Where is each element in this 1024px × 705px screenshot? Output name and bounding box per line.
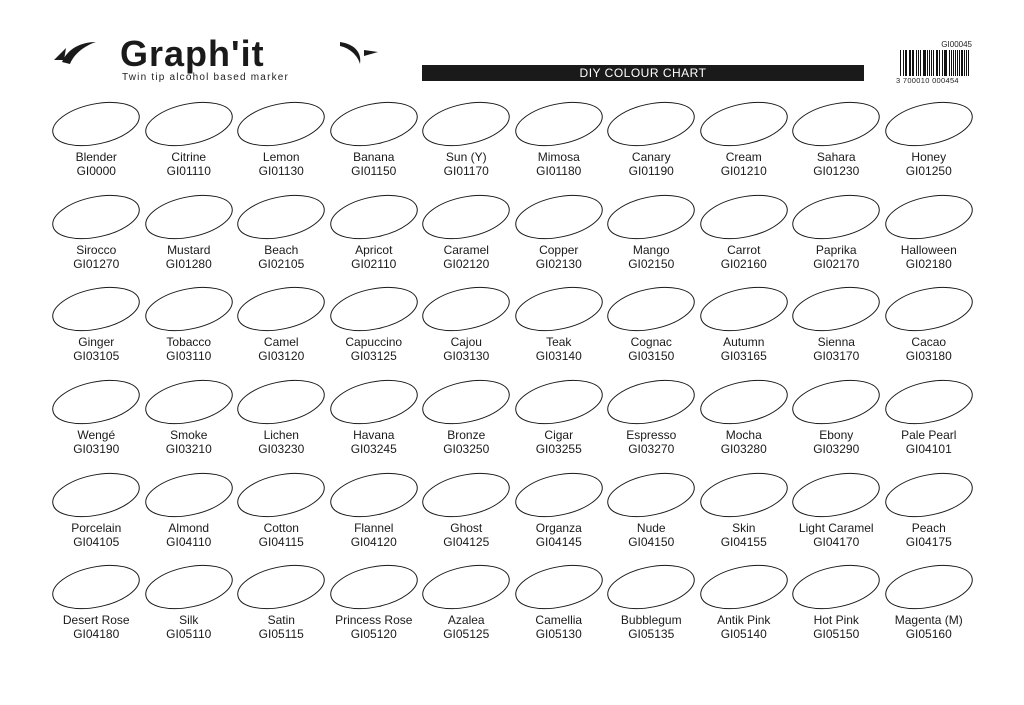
swatch-name: Mimosa [537, 150, 580, 164]
swatch-oval[interactable] [883, 192, 975, 242]
barcode-bar [900, 50, 901, 76]
swatch-code: GI01110 [166, 164, 211, 178]
swatch-oval[interactable] [235, 377, 327, 427]
swatch-name: Smoke [170, 428, 208, 443]
swatch-oval[interactable] [235, 192, 327, 242]
swatch-name: Skin [732, 520, 756, 535]
swatch-oval[interactable] [698, 99, 790, 149]
swatch-name: Sun (Y) [445, 150, 487, 164]
swatch-code: GI05120 [350, 627, 397, 642]
swatch-oval[interactable] [420, 377, 512, 427]
swatch-name: Almond [168, 520, 210, 535]
barcode-bar [944, 50, 945, 76]
swatch-code: GI04175 [905, 534, 952, 549]
swatch-code: GI04110 [166, 534, 212, 549]
chart-title-bar: DIY COLOUR CHART [422, 65, 864, 81]
swatch-oval[interactable] [698, 562, 790, 612]
swatch-cell [883, 374, 976, 467]
swatch-cell [420, 189, 513, 282]
swatch-oval[interactable] [143, 99, 235, 149]
barcode-bar [920, 50, 921, 76]
barcode-bar [918, 50, 919, 76]
swatch-code: GI04105 [73, 534, 120, 549]
barcode-bar [909, 50, 911, 76]
swatch-oval[interactable] [883, 284, 975, 334]
swatch-code: GI05140 [720, 627, 767, 642]
swatch-oval[interactable] [513, 99, 605, 149]
swatch-oval[interactable] [143, 377, 235, 427]
swatch-cell [328, 374, 421, 467]
swatch-cell [605, 189, 698, 282]
barcode-bar [968, 50, 969, 76]
swatch-cell [50, 189, 143, 282]
swatch-oval[interactable] [790, 470, 882, 520]
swatch-code: GI02150 [628, 256, 675, 271]
swatch-cell [883, 467, 976, 560]
swatch-oval[interactable] [143, 284, 235, 334]
swatch-code: GI03120 [258, 349, 305, 364]
swatch-cell [143, 281, 236, 374]
swatch-name: Peach [911, 520, 946, 535]
swatch-name: Flannel [354, 520, 394, 535]
barcode-bar [955, 50, 956, 76]
swatch-cell [790, 559, 883, 652]
swatch-name: Satin [267, 613, 295, 628]
swatch-cell [328, 467, 421, 560]
barcode-bar [949, 50, 950, 76]
swatch-name: Wengé [77, 428, 116, 443]
swatch-name: Banana [353, 150, 395, 164]
swatch-oval[interactable] [420, 284, 512, 334]
swatch-code: GI01180 [536, 164, 582, 178]
swatch-code: GI05150 [813, 627, 860, 642]
swatch-cell [790, 467, 883, 560]
swatch-name: Citrine [171, 150, 207, 164]
barcode-bar [923, 50, 924, 76]
brush-stroke-right-icon [338, 40, 386, 66]
swatch-cell [698, 467, 791, 560]
swatch-name: Copper [539, 242, 579, 257]
swatch-cell [143, 374, 236, 467]
swatch-code: GI03255 [535, 442, 582, 457]
swatch-name: Pale Pearl [901, 428, 957, 443]
barcode-bar [905, 50, 906, 76]
swatch-name: Princess Rose [335, 613, 413, 628]
swatch-oval[interactable] [50, 377, 142, 427]
swatch-code: GI05135 [628, 627, 675, 642]
swatch-name: Cajou [450, 335, 482, 350]
swatch-code: GI02170 [813, 256, 860, 271]
barcode-bar [916, 50, 917, 76]
barcode-bar [945, 50, 947, 76]
swatch-code: GI04115 [258, 534, 304, 549]
swatch-oval[interactable] [513, 377, 605, 427]
swatch-name: Cigar [544, 428, 574, 443]
barcode-bar [931, 50, 932, 76]
header [0, 0, 1024, 95]
swatch-name: Bubblegum [620, 613, 682, 628]
swatch-cell [328, 559, 421, 652]
swatch-cell [513, 281, 606, 374]
barcode-bar [906, 50, 907, 76]
barcode-bar [957, 50, 958, 76]
swatch-oval[interactable] [790, 377, 882, 427]
swatch-code: GI01150 [351, 164, 397, 178]
swatch-oval[interactable] [50, 99, 142, 149]
swatch-cell [698, 374, 791, 467]
swatch-code: GI01190 [628, 164, 674, 178]
swatch-oval[interactable] [513, 284, 605, 334]
swatch-name: Camellia [535, 613, 583, 628]
swatch-oval[interactable] [698, 470, 790, 520]
barcode-bar [936, 50, 937, 76]
swatch-oval[interactable] [50, 470, 142, 520]
swatch-oval[interactable] [790, 99, 882, 149]
swatch-code: GI05125 [443, 627, 490, 642]
swatch-code: GI01210 [720, 164, 767, 178]
swatch-oval[interactable] [50, 284, 142, 334]
swatch-cell [605, 281, 698, 374]
swatch-name: Carrot [727, 242, 761, 257]
swatch-oval[interactable] [143, 470, 235, 520]
swatch-code: GI04120 [350, 534, 397, 549]
swatch-oval[interactable] [513, 470, 605, 520]
swatch-oval[interactable] [790, 562, 882, 612]
swatch-oval[interactable] [328, 377, 420, 427]
swatch-cell [420, 559, 513, 652]
swatch-name: Caramel [443, 242, 489, 257]
swatch-oval[interactable] [605, 284, 697, 334]
swatch-oval[interactable] [790, 284, 882, 334]
swatch-name: Canary [631, 150, 671, 164]
swatch-code: GI03140 [535, 349, 582, 364]
barcode-bar [966, 50, 967, 76]
swatch-code: GI03290 [813, 442, 860, 457]
swatch-cell [50, 281, 143, 374]
swatch-cell [605, 374, 698, 467]
swatch-cell [235, 189, 328, 282]
barcode-number: 3 700010 000454 [896, 76, 959, 85]
swatch-oval[interactable] [605, 562, 697, 612]
swatch-cell [235, 467, 328, 560]
swatch-cell [143, 467, 236, 560]
swatch-code: GI03165 [720, 349, 767, 364]
barcode-bar [933, 50, 934, 76]
swatch-cell [698, 96, 791, 189]
tagline: Twin tip alcohol based marker [122, 72, 290, 83]
swatch-cell [513, 374, 606, 467]
swatch-name: Sahara [816, 150, 856, 164]
swatch-name: Mustard [167, 242, 211, 257]
swatch-oval[interactable] [605, 192, 697, 242]
swatch-oval[interactable] [143, 192, 235, 242]
swatch-oval[interactable] [605, 377, 697, 427]
swatch-oval[interactable] [235, 284, 327, 334]
swatch-name: Magenta (M) [894, 613, 963, 628]
swatch-oval[interactable] [328, 562, 420, 612]
swatch-oval[interactable] [143, 562, 235, 612]
brush-stroke-left-icon [52, 38, 98, 68]
swatch-name: Cotton [263, 520, 299, 535]
swatch-code: GI02105 [258, 256, 305, 271]
swatch-code: GI01230 [813, 164, 860, 178]
swatch-cell [883, 96, 976, 189]
swatch-cell [420, 374, 513, 467]
swatch-oval[interactable] [328, 284, 420, 334]
swatch-name: Mango [632, 242, 670, 257]
swatch-code: GI01270 [73, 256, 120, 271]
swatch-oval[interactable] [420, 99, 512, 149]
swatch-cell [420, 467, 513, 560]
swatch-oval[interactable] [50, 562, 142, 612]
barcode-bar [924, 50, 926, 76]
barcode-bar [937, 50, 938, 76]
barcode-bars [900, 50, 970, 76]
swatch-oval[interactable] [698, 192, 790, 242]
swatch-name: Sirocco [76, 242, 117, 257]
swatch-oval[interactable] [513, 192, 605, 242]
swatch-cell [790, 374, 883, 467]
swatch-code: GI01280 [165, 256, 212, 271]
swatch-oval[interactable] [420, 470, 512, 520]
swatch-name: Havana [353, 428, 395, 443]
swatch-code: GI03230 [258, 442, 305, 457]
swatch-cell [420, 96, 513, 189]
barcode-bar [903, 50, 904, 76]
swatch-cell [235, 96, 328, 189]
swatch-cell [883, 189, 976, 282]
barcode [896, 40, 976, 88]
swatch-cell [790, 281, 883, 374]
swatch-cell [698, 189, 791, 282]
swatch-name: Lichen [263, 428, 299, 443]
brand-name: Graph'it [120, 33, 265, 74]
colour-swatch-grid [50, 96, 980, 652]
swatch-oval[interactable] [605, 470, 697, 520]
swatch-cell [50, 559, 143, 652]
barcode-bar [939, 50, 940, 76]
swatch-name: Lemon [262, 150, 300, 164]
swatch-name: Mocha [725, 428, 762, 443]
swatch-code: GI04101 [905, 442, 952, 457]
swatch-cell [605, 96, 698, 189]
swatch-oval[interactable] [513, 562, 605, 612]
swatch-oval[interactable] [420, 562, 512, 612]
swatch-cell [235, 281, 328, 374]
barcode-bar [929, 50, 930, 76]
swatch-code: GI02160 [720, 256, 767, 271]
swatch-code: GI03190 [73, 442, 120, 457]
swatch-cell [143, 96, 236, 189]
swatch-cell [513, 467, 606, 560]
swatch-name: Camel [263, 335, 299, 350]
swatch-oval[interactable] [698, 377, 790, 427]
swatch-name: Ginger [78, 335, 115, 350]
barcode-bar [964, 50, 965, 76]
barcode-bar [959, 50, 960, 76]
swatch-cell [328, 281, 421, 374]
swatch-cell [883, 559, 976, 652]
swatch-cell [328, 189, 421, 282]
swatch-oval[interactable] [328, 470, 420, 520]
swatch-code: GI03250 [443, 442, 490, 457]
swatch-code: GI05115 [258, 627, 304, 642]
barcode-bar [912, 50, 913, 76]
swatch-code: GI04180 [73, 627, 120, 642]
swatch-name: Porcelain [71, 520, 122, 535]
swatch-name: Paprika [815, 242, 857, 257]
swatch-name: Beach [264, 242, 299, 257]
swatch-name: Tobacco [166, 335, 212, 350]
swatch-code: GI03210 [165, 442, 212, 457]
swatch-cell [698, 559, 791, 652]
swatch-name: Halloween [900, 242, 957, 257]
swatch-name: Hot Pink [813, 613, 859, 628]
swatch-oval[interactable] [883, 562, 975, 612]
swatch-oval[interactable] [328, 192, 420, 242]
swatch-oval[interactable] [790, 192, 882, 242]
swatch-name: Autumn [723, 335, 765, 350]
swatch-oval[interactable] [883, 99, 975, 149]
swatch-code: GI03245 [350, 442, 397, 457]
swatch-code: GI0000 [76, 164, 116, 178]
swatch-code: GI03180 [905, 349, 952, 364]
swatch-code: GI03150 [628, 349, 675, 364]
swatch-oval[interactable] [235, 99, 327, 149]
swatch-code: GI01130 [258, 164, 304, 178]
swatch-name: Azalea [447, 613, 485, 628]
swatch-name: Cognac [630, 335, 672, 350]
swatch-name: Ghost [450, 520, 483, 535]
swatch-name: Blender [75, 150, 117, 164]
swatch-code: GI04145 [535, 534, 582, 549]
swatch-code: GI04150 [628, 534, 675, 549]
swatch-oval[interactable] [698, 284, 790, 334]
swatch-cell [235, 559, 328, 652]
swatch-cell [883, 281, 976, 374]
swatch-code: GI03170 [813, 349, 860, 364]
swatch-cell [143, 559, 236, 652]
swatch-cell [50, 96, 143, 189]
swatch-cell [790, 96, 883, 189]
swatch-code: GI03110 [166, 349, 212, 364]
swatch-name: Cacao [911, 335, 947, 350]
swatch-oval[interactable] [235, 470, 327, 520]
swatch-oval[interactable] [50, 192, 142, 242]
swatch-name: Silk [179, 613, 199, 628]
swatch-name: Light Caramel [798, 520, 874, 535]
swatch-code: GI03270 [628, 442, 675, 457]
swatch-code: GI05160 [905, 627, 952, 642]
swatch-cell [235, 374, 328, 467]
swatch-code: GI01170 [443, 164, 489, 178]
swatch-name: Antik Pink [717, 613, 771, 628]
swatch-cell [605, 467, 698, 560]
swatch-name: Ebony [819, 428, 854, 443]
swatch-code: GI04155 [720, 534, 767, 549]
swatch-cell [328, 96, 421, 189]
swatch-name: Capuccino [345, 335, 403, 350]
swatch-name: Desert Rose [62, 613, 130, 628]
barcode-bar [927, 50, 928, 76]
swatch-name: Bronze [447, 428, 486, 443]
swatch-code: GI01250 [905, 164, 952, 178]
swatch-cell [50, 374, 143, 467]
swatch-name: Sienna [817, 335, 855, 350]
swatch-code: GI02110 [351, 256, 397, 271]
barcode-bar [961, 50, 963, 76]
swatch-oval[interactable] [605, 99, 697, 149]
swatch-code: GI03130 [443, 349, 490, 364]
swatch-name: Apricot [355, 242, 393, 257]
swatch-cell [698, 281, 791, 374]
swatch-name: Cream [725, 150, 762, 164]
swatch-name: Nude [636, 520, 666, 535]
swatch-name: Espresso [626, 428, 677, 443]
swatch-code: GI02130 [535, 256, 582, 271]
swatch-cell [420, 281, 513, 374]
swatch-code: GI05110 [166, 627, 212, 642]
swatch-name: Teak [546, 335, 572, 350]
swatch-oval[interactable] [420, 192, 512, 242]
swatch-code: GI04170 [813, 534, 860, 549]
swatch-cell [790, 189, 883, 282]
swatch-name: Organza [535, 520, 582, 535]
swatch-code: GI03280 [720, 442, 767, 457]
swatch-oval[interactable] [883, 377, 975, 427]
swatch-name: Honey [911, 150, 947, 164]
barcode-bar [913, 50, 914, 76]
barcode-bar [942, 50, 943, 76]
swatch-cell [513, 559, 606, 652]
barcode-bar [953, 50, 954, 76]
swatch-cell [50, 467, 143, 560]
swatch-oval[interactable] [328, 99, 420, 149]
barcode-code: GI00045 [941, 40, 972, 49]
brand-logo [52, 34, 392, 89]
swatch-cell [143, 189, 236, 282]
swatch-oval[interactable] [883, 470, 975, 520]
swatch-code: GI02180 [905, 256, 952, 271]
swatch-oval[interactable] [235, 562, 327, 612]
swatch-cell [513, 189, 606, 282]
swatch-cell [513, 96, 606, 189]
swatch-code: GI04125 [443, 534, 490, 549]
swatch-code: GI03125 [350, 349, 397, 364]
swatch-cell [605, 559, 698, 652]
swatch-code: GI05130 [535, 627, 582, 642]
swatch-code: GI03105 [73, 349, 120, 364]
swatch-code: GI02120 [443, 256, 490, 271]
barcode-bar [951, 50, 952, 76]
